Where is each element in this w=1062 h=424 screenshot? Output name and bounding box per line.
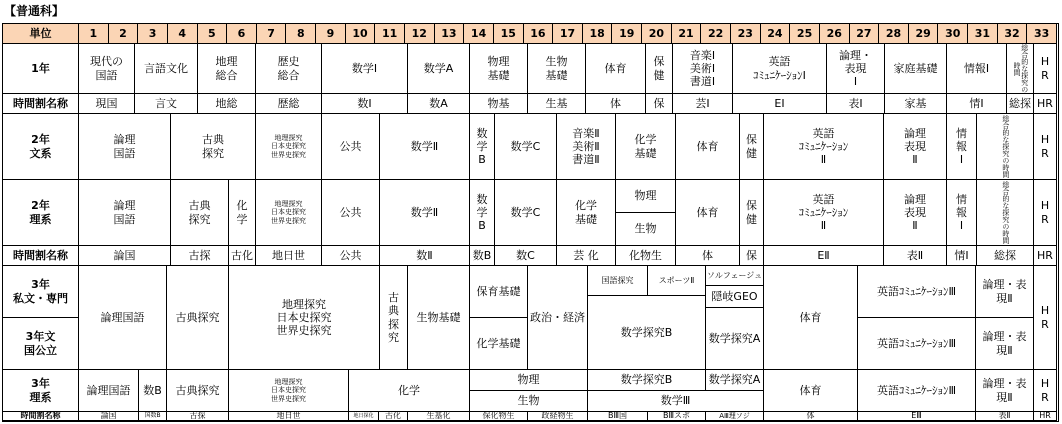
cell: 保 健 <box>740 180 764 246</box>
cell: 表Ⅰ <box>827 94 885 114</box>
page-title: 【普通科】 <box>4 4 65 18</box>
cell: 地理探究 日本史探究 世界史探究 <box>256 114 322 180</box>
header-unit-7: 7 <box>257 24 287 44</box>
cell: 情Ⅰ <box>947 94 1007 114</box>
cell: 論理国語 <box>79 370 139 412</box>
cell: AⅢ理ソジ <box>706 412 764 421</box>
cell: 地理 総合 <box>198 44 256 94</box>
cell: 現国 <box>79 94 135 114</box>
cell: 古化 <box>379 412 408 421</box>
header-unit-19: 19 <box>612 24 642 44</box>
header-unit-24: 24 <box>761 24 791 44</box>
cell: 歴史 総合 <box>256 44 322 94</box>
cell: 情Ⅰ <box>947 246 977 266</box>
cell: 英語ｺﾐｭﾆｹｰｼｮﾝⅢ <box>858 370 976 412</box>
cell: 論理国語 <box>79 266 167 370</box>
header-unit-8: 8 <box>286 24 316 44</box>
cell: 論理 国語 <box>79 114 171 180</box>
cell: 総探 <box>977 246 1034 266</box>
cell: 体育 <box>586 44 646 94</box>
cell: 地日世 <box>229 412 349 421</box>
header-unit-32: 32 <box>998 24 1028 44</box>
cell: EⅠ <box>733 94 827 114</box>
cell: 言語文化 <box>135 44 198 94</box>
cell: 生基化 <box>408 412 470 421</box>
header-unit-28: 28 <box>879 24 909 44</box>
cell: 保 <box>740 246 764 266</box>
cell: 歴総 <box>256 94 322 114</box>
header-unit-25: 25 <box>790 24 820 44</box>
cell: 数学探究B <box>588 370 706 391</box>
curriculum-table <box>2 23 1059 422</box>
cell: 数学探究A <box>706 370 764 391</box>
header-unit-12: 12 <box>405 24 435 44</box>
header-unit-22: 22 <box>701 24 731 44</box>
header-unit-5: 5 <box>198 24 228 44</box>
cell: 数A <box>408 94 470 114</box>
row-label-year1: 1年 <box>3 44 79 94</box>
cell: 数Ⅰ <box>322 94 408 114</box>
cell: 地日世 <box>256 246 322 266</box>
cell: 公共 <box>322 180 380 246</box>
cell: 数学C <box>495 114 557 180</box>
cell: 保育基礎 <box>470 266 528 318</box>
cell: 英語 ｺﾐｭﾆｹｰｼｮﾝ Ⅱ <box>764 180 884 246</box>
cell: BⅢ国 <box>588 412 648 421</box>
cell: 体育 <box>676 114 740 180</box>
cell: HR <box>1034 412 1057 421</box>
cell: 表Ⅱ <box>976 412 1034 421</box>
header-unit-20: 20 <box>642 24 672 44</box>
header-unit-21: 21 <box>672 24 702 44</box>
cell: 英語ｺﾐｭﾆｹｰｼｮﾝⅢ <box>858 318 976 370</box>
cell: 総探 <box>1007 94 1034 114</box>
cell: 情報Ⅰ <box>947 44 1007 94</box>
cell: 物理 基礎 <box>470 44 528 94</box>
cell: 数 学 B <box>470 180 495 246</box>
cell: 音楽Ⅰ 美術Ⅰ 書道Ⅰ <box>673 44 733 94</box>
header-label: 単位 <box>3 24 79 44</box>
cell: 体育 <box>764 266 858 370</box>
cell: 体 <box>764 412 858 421</box>
cell: 数学探究A <box>706 308 764 370</box>
cell: 物基 <box>470 94 528 114</box>
header-unit-31: 31 <box>968 24 998 44</box>
cell: 政経物生 <box>528 412 588 421</box>
header-unit-1: 1 <box>79 24 109 44</box>
row-label-timetable3: 時間割名称 <box>3 412 79 421</box>
cell: 古化 <box>229 246 256 266</box>
cell: 数学Ⅲ <box>588 391 764 412</box>
header-unit-16: 16 <box>524 24 554 44</box>
header-unit-9: 9 <box>316 24 346 44</box>
cell: スポーツⅡ <box>648 266 706 296</box>
cell: 化学 基礎 <box>616 114 676 180</box>
cell: 論国 <box>79 412 139 421</box>
header-unit-26: 26 <box>820 24 850 44</box>
row-label-year3-public: 3年文 国公立 <box>3 318 79 370</box>
cell: 化物生 <box>616 246 676 266</box>
cell: 論理 表現 Ⅱ <box>884 180 947 246</box>
cell: 現代の 国語 <box>79 44 135 94</box>
cell: ソルフェージュ <box>706 266 764 286</box>
cell: 生物 <box>470 391 588 412</box>
row-label-timetable2: 時間割名称 <box>3 246 79 266</box>
cell: 体 <box>676 246 740 266</box>
cell: 論理・表 現Ⅱ <box>976 318 1034 370</box>
cell: 生基 <box>528 94 586 114</box>
cell: 数Ⅱ <box>380 246 470 266</box>
cell: 地理探究 日本史探究 世界史探究 <box>229 266 380 370</box>
cell: 数学Ⅰ <box>322 44 408 94</box>
cell: 古 典 探 究 <box>380 266 408 370</box>
cell: 国数B <box>139 412 167 421</box>
row-label-year2-science: 2年 理系 <box>3 180 79 246</box>
header-unit-15: 15 <box>494 24 524 44</box>
cell: 表Ⅱ <box>884 246 947 266</box>
cell: 政治・経済 <box>528 266 588 370</box>
cell: 生物 基礎 <box>528 44 586 94</box>
cell: 数C <box>495 246 557 266</box>
cell: 論理 表現 Ⅱ <box>884 114 947 180</box>
cell: H R <box>1034 370 1057 412</box>
cell: 保 健 <box>646 44 673 94</box>
cell: EⅡ <box>764 246 884 266</box>
header-unit-6: 6 <box>227 24 257 44</box>
cell: 保化物生 <box>470 412 528 421</box>
cell: 古典 探究 <box>171 114 256 180</box>
cell: 芸 化 <box>557 246 616 266</box>
cell: BⅢスポ <box>648 412 706 421</box>
cell: 総合的な探究の時間 <box>1007 44 1034 94</box>
cell: 芸Ⅰ <box>673 94 733 114</box>
cell: 古探 <box>171 246 229 266</box>
cell: 英語 ｺﾐｭﾆｹｰｼｮﾝ Ⅱ <box>764 114 884 180</box>
cell: H R <box>1034 266 1057 370</box>
header-unit-2: 2 <box>109 24 139 44</box>
cell: 化学 基礎 <box>557 180 616 246</box>
cell: 化 学 <box>229 180 256 246</box>
cell: 生物基礎 <box>408 266 470 370</box>
header-unit-27: 27 <box>850 24 880 44</box>
header-unit-11: 11 <box>375 24 405 44</box>
cell: 家庭基礎 <box>885 44 947 94</box>
header-unit-23: 23 <box>731 24 761 44</box>
cell: 論理・表 現Ⅱ <box>976 370 1034 412</box>
header-unit-18: 18 <box>583 24 613 44</box>
cell: 古典探究 <box>167 266 229 370</box>
cell: 英語 ｺﾐｭﾆｹｰｼｮﾝⅠ <box>733 44 827 94</box>
row-label-year3-private: 3年 私文・専門 <box>3 266 79 318</box>
cell: 数B <box>139 370 167 412</box>
cell: 地理探究 日本史探究 世界史探究 <box>256 180 322 246</box>
cell: 地日探化 <box>349 412 379 421</box>
cell: 隠岐GEO <box>706 286 764 308</box>
cell: 体育 <box>676 180 740 246</box>
cell: 地理探究 日本史探究 世界史探究 <box>229 370 349 412</box>
header-unit-17: 17 <box>553 24 583 44</box>
cell: 音楽Ⅱ 美術Ⅱ 書道Ⅱ <box>557 114 616 180</box>
cell: 数学Ⅱ <box>380 180 470 246</box>
cell: 保 <box>646 94 673 114</box>
cell: 言文 <box>135 94 198 114</box>
cell: 総合的な探究の時間 <box>977 180 1034 246</box>
header-unit-13: 13 <box>435 24 465 44</box>
cell: 物理 <box>470 370 588 391</box>
cell: 論国 <box>79 246 171 266</box>
row-label-year2-humanities: 2年 文系 <box>3 114 79 180</box>
header-unit-10: 10 <box>346 24 376 44</box>
header-unit-14: 14 <box>464 24 494 44</box>
cell: 公共 <box>322 246 380 266</box>
cell: 情 報 I <box>947 114 977 180</box>
cell: 体 <box>586 94 646 114</box>
cell: 古探 <box>167 412 229 421</box>
cell: 論理 国語 <box>79 180 171 246</box>
cell: 論理・ 表現 Ⅰ <box>827 44 885 94</box>
row-label-year3-science: 3年 理系 <box>3 370 79 412</box>
cell: 数学Ⅱ <box>380 114 470 180</box>
cell: H R <box>1034 114 1057 180</box>
cell: 公共 <box>322 114 380 180</box>
cell: 保 健 <box>740 114 764 180</box>
cell: HR <box>1034 94 1057 114</box>
cell: 論理・表 現Ⅱ <box>976 266 1034 318</box>
cell: 古典 探究 <box>171 180 229 246</box>
cell: 国語探究 <box>588 266 648 296</box>
cell: 数学探究B <box>588 296 706 370</box>
header-unit-3: 3 <box>138 24 168 44</box>
cell: H R <box>1034 44 1057 94</box>
cell: 数B <box>470 246 495 266</box>
cell: 体育 <box>764 370 858 412</box>
cell: 物理 <box>616 180 676 213</box>
cell: 生物 <box>616 213 676 246</box>
header-unit-4: 4 <box>168 24 198 44</box>
cell: 家基 <box>885 94 947 114</box>
cell: 数 学 B <box>470 114 495 180</box>
header-unit-30: 30 <box>938 24 968 44</box>
cell: 英語ｺﾐｭﾆｹｰｼｮﾝⅢ <box>858 266 976 318</box>
cell: HR <box>1034 246 1057 266</box>
cell: 総合的な探究の時間 <box>977 114 1034 180</box>
cell: H R <box>1034 180 1057 246</box>
cell: 数学A <box>408 44 470 94</box>
cell: EⅢ <box>858 412 976 421</box>
cell: 地総 <box>198 94 256 114</box>
cell: 化学基礎 <box>470 318 528 370</box>
header-unit-29: 29 <box>909 24 939 44</box>
cell: 化学 <box>349 370 470 412</box>
cell: 古典探究 <box>167 370 229 412</box>
row-label-timetable1: 時間割名称 <box>3 94 79 114</box>
cell: 数学C <box>495 180 557 246</box>
cell: 情 報 I <box>947 180 977 246</box>
header-unit-33: 33 <box>1027 24 1057 44</box>
